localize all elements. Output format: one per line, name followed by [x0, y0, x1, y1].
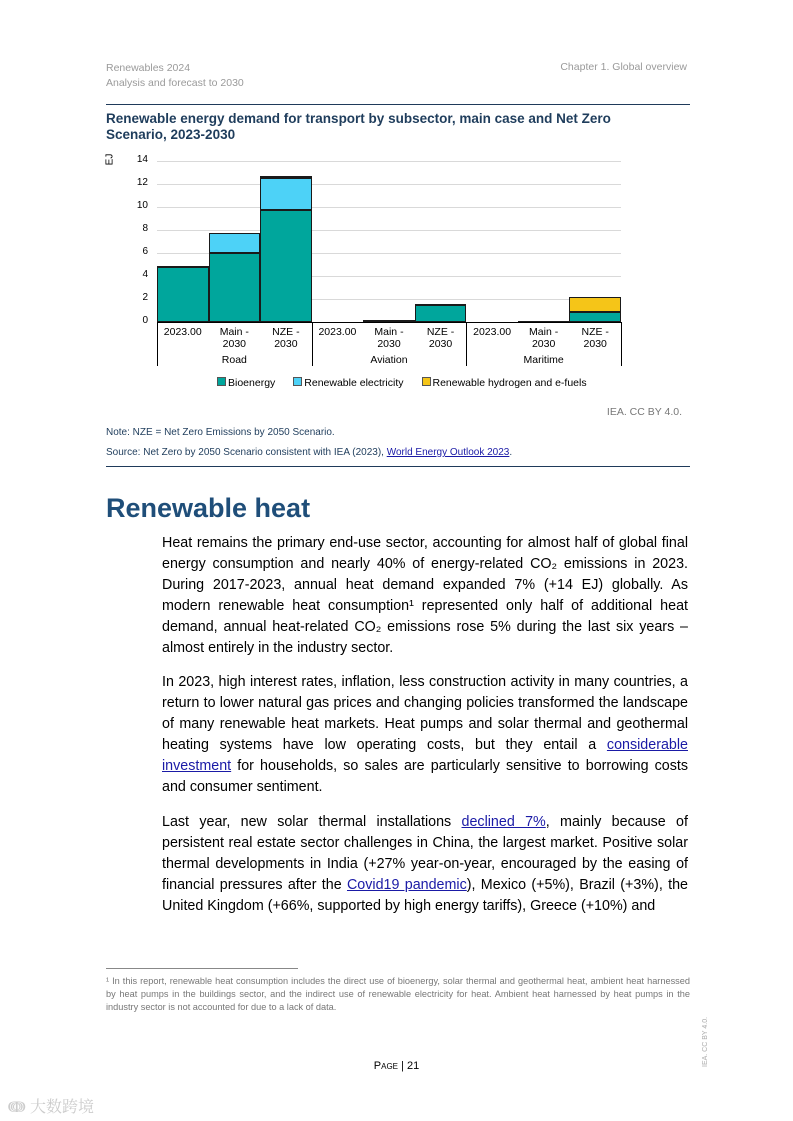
x-tick-label: Main - 2030	[374, 326, 404, 350]
y-tick-label: 14	[136, 154, 148, 165]
figure-note: Note: NZE = Net Zero Emissions by 2050 Scenario.	[106, 427, 335, 438]
bar-segment	[260, 176, 312, 178]
legend-swatch	[293, 377, 302, 386]
group-label: Maritime	[523, 354, 564, 366]
source-link[interactable]: World Energy Outlook 2023	[386, 447, 510, 458]
bar-segment	[209, 253, 261, 322]
section-heading: Renewable heat	[106, 493, 311, 523]
considerable-investment-link[interactable]: considerable investment	[162, 737, 688, 774]
legend-swatch	[217, 377, 226, 386]
bar-segment	[260, 178, 312, 210]
gridline	[157, 207, 621, 208]
bar-segment	[569, 297, 621, 312]
legend-swatch	[422, 377, 431, 386]
bar-segment	[209, 233, 261, 253]
x-tick-label: 2023.00	[318, 326, 357, 338]
gridline	[157, 161, 621, 162]
bar-segment	[415, 305, 467, 322]
y-tick-label: 4	[142, 269, 148, 280]
side-credit: IEA. CC BY 4.0.	[702, 1016, 709, 1067]
x-tick-label: NZE - 2030	[426, 326, 455, 350]
paragraph-3: Last year, new solar thermal installations declined 7%, mainly because of persistent real estate sector challenges in China, the largest market. Positive solar thermal developments in India (+27% year-on-year, encouraged by the easing of financial pressures after the Covid19 pandemic), Mexico (+5%), Brazil (+3%), the United Kingdom (+66%, supported by high energy tariffs), Greece (+10%) and	[162, 814, 688, 914]
legend-label: Renewable hydrogen and e-fuels	[432, 377, 587, 389]
chart-legend	[217, 377, 587, 389]
footnote-rule	[106, 968, 298, 969]
report-subtitle: Analysis and forecast to 2030	[106, 77, 244, 89]
legend-item	[422, 377, 587, 389]
x-tick-label: Main - 2030	[529, 326, 559, 350]
group-divider	[621, 322, 622, 366]
chart	[100, 150, 700, 400]
y-tick-label: 2	[142, 292, 148, 303]
legend-label: Renewable electricity	[304, 377, 404, 389]
x-axis-line	[157, 322, 621, 323]
figure-top-rule	[106, 104, 690, 105]
y-tick-label: 10	[136, 200, 148, 211]
y-tick-label: 0	[142, 315, 148, 326]
report-title: Renewables 2024	[106, 62, 191, 74]
paragraph-2: In 2023, high interest rates, inflation, less construction activity in many countries, a return to lower natural gas prices and changing policies transformed the landscape of many renewable heat markets. Heat pumps and solar thermal and geothermal heating systems have low operating costs, but they entail a considerable investment for households, so sales are particularly sensitive to borrowing costs and consumer sentiment.	[162, 674, 688, 795]
bar-segment	[569, 312, 621, 322]
legend-item	[217, 377, 275, 389]
bar-segment	[157, 266, 209, 268]
declined-link[interactable]: declined 7%	[461, 814, 546, 830]
y-tick-label: 6	[142, 246, 148, 257]
running-header-left	[106, 61, 244, 91]
y-axis-label: EJ	[104, 153, 116, 166]
bar-segment	[260, 210, 312, 322]
gridline	[157, 230, 621, 231]
footnote: ¹ In this report, renewable heat consumption includes the direct use of bioenergy, solar thermal and geothermal heat, ambient heat harnessed by heat pumps in the buildings sector, and the indirect use of renewable electricity for heat. Ambient heat harnessed by heat pumps in the industry sector is not accounted for due to a lack of data.	[106, 976, 690, 1012]
group-label: Road	[221, 354, 247, 366]
chapter-label: Chapter 1. Global overview	[560, 61, 687, 73]
legend-label: Bioenergy	[228, 377, 276, 389]
y-tick-label: 12	[136, 177, 148, 188]
gridline	[157, 184, 621, 185]
bar-segment	[157, 267, 209, 322]
figure-title: Renewable energy demand for transport by subsector, main case and Net Zero Scenario, 2023-2030	[106, 111, 611, 142]
legend-item	[293, 377, 403, 389]
x-tick-label: NZE - 2030	[581, 326, 609, 350]
figure-bottom-rule	[106, 466, 690, 467]
page-number: Page | 21	[373, 1060, 420, 1072]
x-tick-label: Main - 2030	[219, 326, 249, 350]
bar-segment	[415, 304, 467, 306]
x-tick-label: NZE - 2030	[272, 326, 300, 350]
covid-pandemic-link[interactable]: Covid19 pandemic	[346, 877, 467, 893]
x-tick-label: 2023.00	[163, 326, 202, 338]
figure-source: Source: Net Zero by 2050 Scenario consistent with IEA (2023), World Energy Outlook 2023.	[106, 447, 513, 458]
watermark: ↈ 大数跨境	[8, 1099, 94, 1116]
paragraph-1: Heat remains the primary end-use sector, accounting for almost half of global final energy consumption and nearly 40% of energy-related CO₂ emissions in 2023. During 2017-2023, annual heat demand expanded 7% (+14 EJ) globally. As modern renewable heat consumption¹ represented only half of additional heat demand, annual heat-related CO₂ emissions rose 5% during the last six years – almost entirely in the industry sector.	[162, 535, 688, 656]
x-tick-label: 2023.00	[473, 326, 512, 338]
figure-credit: IEA. CC BY 4.0.	[606, 406, 682, 418]
group-label: Aviation	[370, 354, 408, 366]
y-tick-label: 8	[142, 223, 148, 234]
